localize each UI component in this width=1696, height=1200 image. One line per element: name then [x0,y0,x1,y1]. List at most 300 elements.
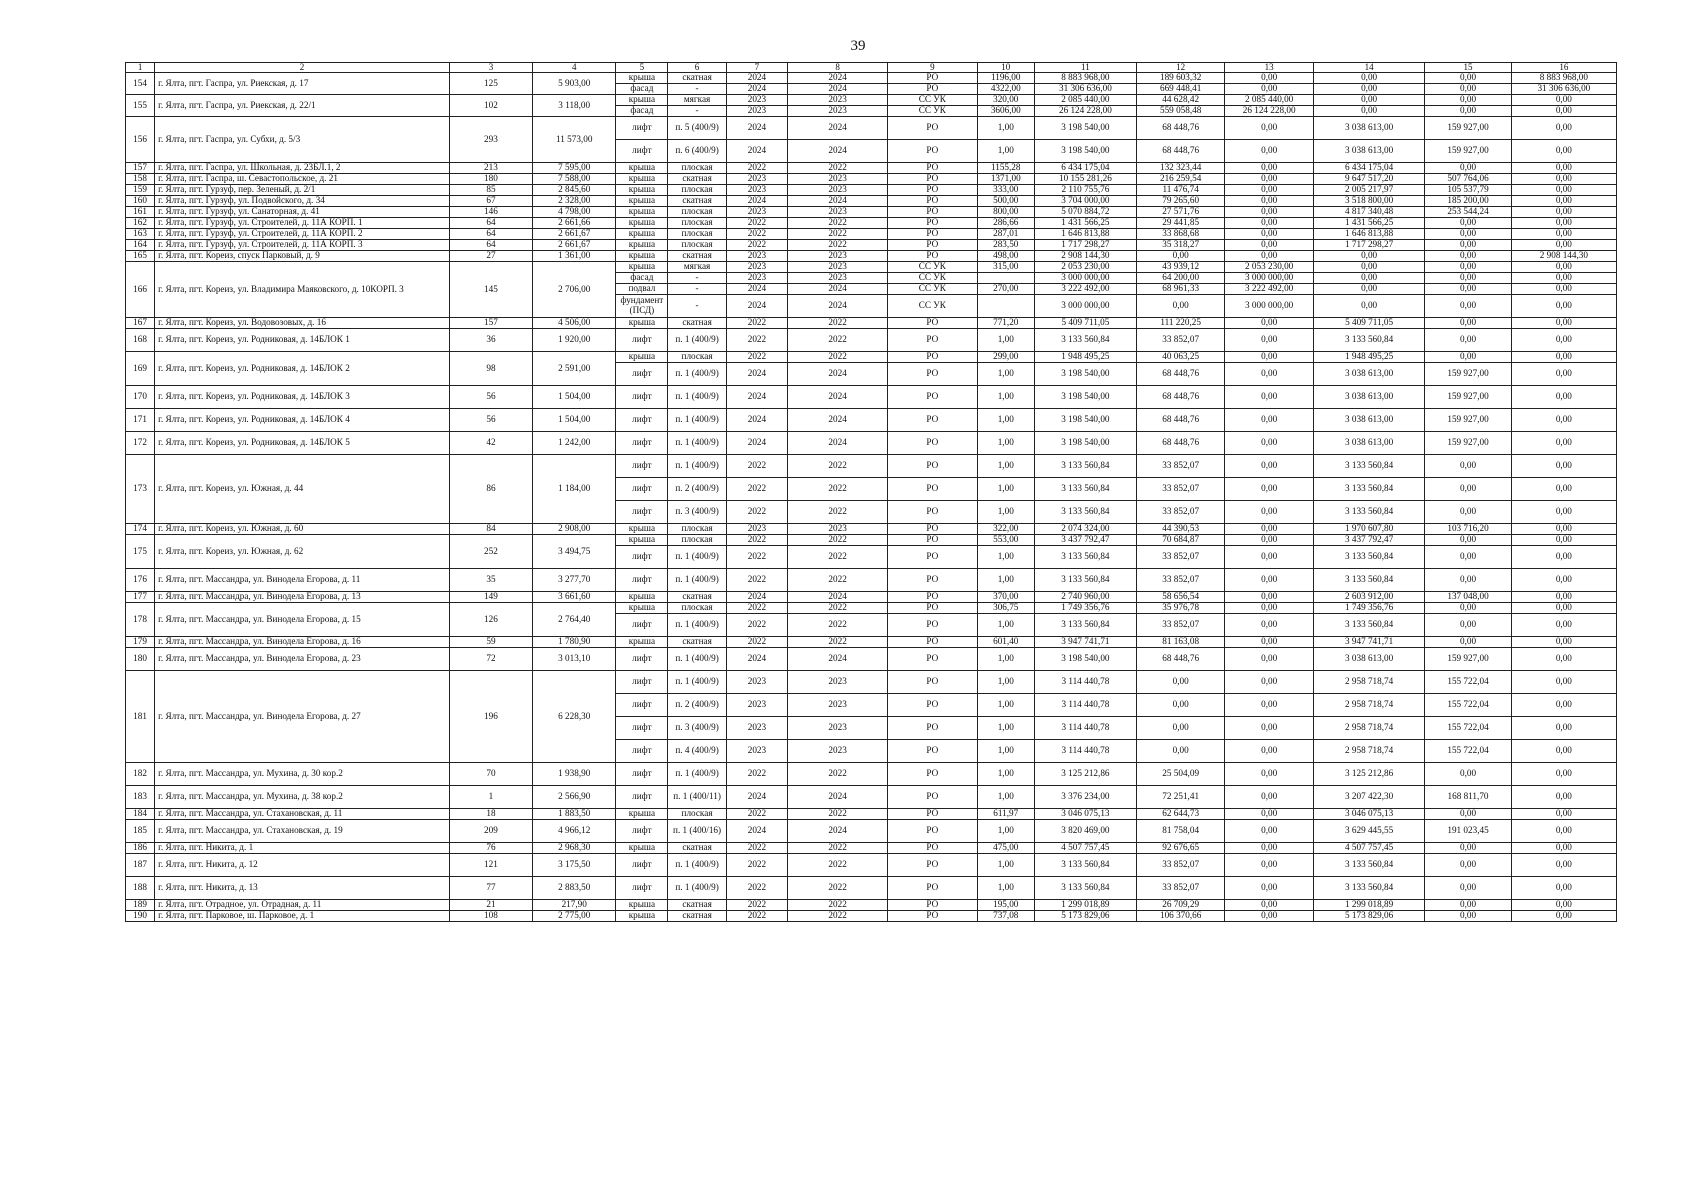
volume: 601,40 [977,637,1034,648]
work-subtype: плоская [668,185,726,196]
cell-col-16: 0,00 [1511,740,1616,763]
work-subtype: п. 1 (400/9) [668,386,726,409]
cell-col-12: 40 063,25 [1136,352,1225,363]
building-address: г. Ялта, пгт. Кореиз, ул. Родниковая, д. 14БЛОК 2 [155,352,450,386]
total-cost: 1 646 813,88 [1034,229,1136,240]
volume: 1,00 [977,140,1034,163]
fund-method: РО [888,240,978,251]
year-end: 2022 [788,900,888,911]
cell-col-3: 64 [449,218,532,229]
column-number: 12 [1136,63,1225,73]
year-start: 2022 [726,501,787,524]
table-row [126,911,1617,922]
cell-col-3: 102 [449,95,532,117]
cell-col-15: 0,00 [1425,614,1511,637]
year-end: 2024 [788,295,888,318]
year-end: 2024 [788,786,888,809]
cell-col-3: 180 [449,174,532,185]
column-number: 2 [155,63,450,73]
total-cost: 3 114 440,78 [1034,740,1136,763]
fund-method: РО [888,854,978,877]
volume: 1,00 [977,478,1034,501]
year-start: 2022 [726,603,787,614]
year-start: 2023 [726,524,787,535]
volume: 370,00 [977,592,1034,603]
work-subtype: скатная [668,318,726,329]
volume: 1196,00 [977,73,1034,84]
cell-col-13: 0,00 [1225,229,1314,240]
year-start: 2023 [726,174,787,185]
fund-method: РО [888,592,978,603]
cell-col-13: 0,00 [1225,185,1314,196]
table-row [126,786,1617,809]
cell-col-14: 2 005 217,97 [1313,185,1424,196]
year-start: 2023 [726,251,787,262]
year-end: 2023 [788,251,888,262]
work-type: крыша [616,73,668,84]
work-type: крыша [616,592,668,603]
building-address: г. Ялта, пгт. Гурзуф, пер. Зеленый, д. 2/1 [155,185,450,196]
work-type: лифт [616,363,668,386]
total-cost: 3 198 540,00 [1034,140,1136,163]
cell-col-12: 33 852,07 [1136,614,1225,637]
cell-col-15: 0,00 [1425,318,1511,329]
cell-col-13: 0,00 [1225,911,1314,922]
work-subtype: плоская [668,163,726,174]
cell-col-14: 1 299 018,89 [1313,900,1424,911]
cell-col-14: 0,00 [1313,95,1424,106]
cell-col-12: 70 684,87 [1136,535,1225,546]
cell-col-15: 185 200,00 [1425,196,1511,207]
fund-method: РО [888,117,978,140]
cell-col-12: 0,00 [1136,295,1225,318]
cell-col-13: 0,00 [1225,501,1314,524]
year-end: 2024 [788,73,888,84]
work-subtype: п. 2 (400/9) [668,478,726,501]
year-end: 2022 [788,569,888,592]
work-type: фасад [616,84,668,95]
column-number: 7 [726,63,787,73]
table-row [126,592,1617,603]
cell-col-13: 0,00 [1225,671,1314,694]
cell-col-3: 1 [449,786,532,809]
fund-method: СС УК [888,106,978,117]
fund-method: РО [888,843,978,854]
year-start: 2024 [726,73,787,84]
building-area: 4 506,00 [533,318,616,329]
work-subtype: мягкая [668,95,726,106]
cell-col-13: 2 085 440,00 [1225,95,1314,106]
cell-col-15: 0,00 [1425,251,1511,262]
year-start: 2024 [726,196,787,207]
cell-col-13: 0,00 [1225,717,1314,740]
work-type: лифт [616,140,668,163]
table-row [126,524,1617,535]
cell-col-12: 132 323,44 [1136,163,1225,174]
cell-col-15: 159 927,00 [1425,432,1511,455]
column-number-row [126,63,1617,73]
column-number: 4 [533,63,616,73]
cell-col-12: 79 265,60 [1136,196,1225,207]
fund-method: РО [888,196,978,207]
year-end: 2022 [788,546,888,569]
work-type: лифт [616,854,668,877]
table-row [126,455,1617,478]
volume: 500,00 [977,196,1034,207]
building-address: г. Ялта, пгт. Никита, д. 12 [155,854,450,877]
building-area: 2 591,00 [533,352,616,386]
cell-col-15: 155 722,04 [1425,694,1511,717]
cell-col-13: 0,00 [1225,432,1314,455]
total-cost: 3 133 560,84 [1034,877,1136,900]
total-cost: 3 198 540,00 [1034,648,1136,671]
cell-col-13: 0,00 [1225,614,1314,637]
work-subtype: - [668,106,726,117]
cell-col-16: 8 883 968,00 [1511,73,1616,84]
cell-col-16: 0,00 [1511,786,1616,809]
cell-col-12: 68 448,76 [1136,409,1225,432]
year-start: 2023 [726,106,787,117]
cell-col-3: 77 [449,877,532,900]
building-area: 2 845,60 [533,185,616,196]
cell-col-15: 0,00 [1425,163,1511,174]
cell-col-15: 0,00 [1425,763,1511,786]
page-number: 39 [850,38,866,54]
cell-col-14: 0,00 [1313,251,1424,262]
cell-col-15: 191 023,45 [1425,820,1511,843]
fund-method: РО [888,911,978,922]
cell-col-13: 0,00 [1225,786,1314,809]
year-start: 2024 [726,386,787,409]
total-cost: 3 376 234,00 [1034,786,1136,809]
building-address: г. Ялта, пгт. Массандра, ул. Стахановская, д. 11 [155,809,450,820]
volume: 306,75 [977,603,1034,614]
cell-col-13: 2 053 230,00 [1225,262,1314,273]
cell-col-14: 5 173 829,06 [1313,911,1424,922]
year-end: 2022 [788,843,888,854]
work-subtype: п. 6 (400/9) [668,140,726,163]
cell-col-3: 70 [449,763,532,786]
year-start: 2022 [726,569,787,592]
year-end: 2022 [788,535,888,546]
cell-col-14: 1 948 495,25 [1313,352,1424,363]
year-end: 2022 [788,877,888,900]
row-number: 190 [126,911,155,922]
building-address: г. Ялта, пгт. Гаспра, ул. Риекская, д. 22/1 [155,95,450,117]
year-end: 2022 [788,478,888,501]
building-address: г. Ялта, пгт. Никита, д. 1 [155,843,450,854]
year-start: 2023 [726,740,787,763]
row-number: 177 [126,592,155,603]
cell-col-15: 0,00 [1425,501,1511,524]
fund-method: РО [888,786,978,809]
cell-col-12: 33 852,07 [1136,501,1225,524]
cell-col-12: 0,00 [1136,251,1225,262]
cell-col-14: 3 133 560,84 [1313,877,1424,900]
cell-col-3: 293 [449,117,532,163]
work-subtype: мягкая [668,262,726,273]
cell-col-16: 0,00 [1511,262,1616,273]
row-number: 166 [126,262,155,318]
cell-col-14: 3 038 613,00 [1313,363,1424,386]
year-start: 2024 [726,117,787,140]
work-type: крыша [616,900,668,911]
total-cost: 26 124 228,00 [1034,106,1136,117]
cell-col-3: 67 [449,196,532,207]
work-subtype: плоская [668,240,726,251]
cell-col-14: 9 647 517,20 [1313,174,1424,185]
work-type: лифт [616,329,668,352]
cell-col-16: 0,00 [1511,614,1616,637]
year-end: 2022 [788,911,888,922]
cell-col-14: 3 133 560,84 [1313,455,1424,478]
cell-col-16: 0,00 [1511,535,1616,546]
year-end: 2024 [788,432,888,455]
total-cost: 2 740 960,00 [1034,592,1136,603]
cell-col-15: 0,00 [1425,637,1511,648]
table-row [126,163,1617,174]
year-start: 2022 [726,352,787,363]
year-end: 2024 [788,820,888,843]
cell-col-12: 92 676,65 [1136,843,1225,854]
building-area: 2 908,00 [533,524,616,535]
cell-col-14: 3 629 445,55 [1313,820,1424,843]
table-row [126,95,1617,106]
work-type: крыша [616,185,668,196]
year-start: 2024 [726,648,787,671]
cell-col-16: 0,00 [1511,95,1616,106]
year-start: 2022 [726,809,787,820]
cell-col-14: 1 646 813,88 [1313,229,1424,240]
year-start: 2022 [726,900,787,911]
fund-method: РО [888,478,978,501]
building-area: 7 595,00 [533,163,616,174]
fund-method: РО [888,717,978,740]
table-row [126,240,1617,251]
work-type: лифт [616,117,668,140]
building-address: г. Ялта, пгт. Кореиз, ул. Южная, д. 44 [155,455,450,524]
building-area: 3 661,60 [533,592,616,603]
work-type: лифт [616,409,668,432]
row-number: 183 [126,786,155,809]
building-address: г. Ялта, пгт. Гурзуф, ул. Санаторная, д. 41 [155,207,450,218]
table-row [126,318,1617,329]
year-start: 2022 [726,163,787,174]
year-end: 2024 [788,140,888,163]
fund-method: РО [888,73,978,84]
year-end: 2022 [788,854,888,877]
volume: 1,00 [977,432,1034,455]
year-end: 2024 [788,284,888,295]
cell-col-3: 149 [449,592,532,603]
work-subtype: плоская [668,229,726,240]
building-address: г. Ялта, пгт. Гаспра, ул. Субхи, д. 5/3 [155,117,450,163]
building-area: 1 780,90 [533,637,616,648]
building-address: г. Ялта, пгт. Массандра, ул. Винодела Егорова, д. 23 [155,648,450,671]
building-address: г. Ялта, пгт. Гаспра, ул. Школьная, д. 23БЛ.1, 2 [155,163,450,174]
cell-col-12: 33 852,07 [1136,546,1225,569]
cell-col-16: 0,00 [1511,295,1616,318]
table-row [126,432,1617,455]
cell-col-15: 0,00 [1425,352,1511,363]
building-area: 4 966,12 [533,820,616,843]
work-type: лифт [616,763,668,786]
year-start: 2023 [726,694,787,717]
cell-col-3: 213 [449,163,532,174]
cell-col-16: 0,00 [1511,106,1616,117]
year-start: 2022 [726,637,787,648]
cell-col-12: 216 259,54 [1136,174,1225,185]
work-subtype: плоская [668,352,726,363]
table-row [126,329,1617,352]
cell-col-13: 0,00 [1225,352,1314,363]
row-number: 167 [126,318,155,329]
cell-col-15: 507 764,06 [1425,174,1511,185]
work-type: крыша [616,262,668,273]
cell-col-14: 0,00 [1313,262,1424,273]
row-number: 178 [126,603,155,637]
cell-col-13: 3 222 492,00 [1225,284,1314,295]
year-start: 2024 [726,592,787,603]
building-address: г. Ялта, пгт. Массандра, ул. Винодела Егорова, д. 13 [155,592,450,603]
cell-col-12: 68 448,76 [1136,363,1225,386]
volume: 475,00 [977,843,1034,854]
volume: 283,50 [977,240,1034,251]
total-cost: 1 749 356,76 [1034,603,1136,614]
cell-col-12: 44 390,53 [1136,524,1225,535]
total-cost: 4 507 757,45 [1034,843,1136,854]
volume [977,273,1034,284]
work-subtype: скатная [668,843,726,854]
cell-col-13: 0,00 [1225,455,1314,478]
cell-col-14: 3 133 560,84 [1313,478,1424,501]
volume: 1,00 [977,455,1034,478]
work-subtype: плоская [668,218,726,229]
cell-col-12: 106 370,66 [1136,911,1225,922]
row-number: 164 [126,240,155,251]
volume [977,295,1034,318]
cell-col-3: 209 [449,820,532,843]
cell-col-13: 0,00 [1225,843,1314,854]
cell-col-13: 0,00 [1225,694,1314,717]
cell-col-14: 3 038 613,00 [1313,117,1424,140]
work-type: лифт [616,455,668,478]
total-cost: 3 133 560,84 [1034,614,1136,637]
cell-col-16: 0,00 [1511,273,1616,284]
volume: 1,00 [977,117,1034,140]
cell-col-14: 0,00 [1313,273,1424,284]
cell-col-16: 0,00 [1511,546,1616,569]
fund-method: СС УК [888,284,978,295]
work-type: лифт [616,614,668,637]
total-cost: 3 198 540,00 [1034,363,1136,386]
cell-col-13: 0,00 [1225,117,1314,140]
cell-col-13: 26 124 228,00 [1225,106,1314,117]
cell-col-3: 21 [449,900,532,911]
work-subtype: п. 1 (400/9) [668,854,726,877]
volume: 1,00 [977,671,1034,694]
volume: 1,00 [977,409,1034,432]
work-type: крыша [616,637,668,648]
cell-col-14: 3 038 613,00 [1313,648,1424,671]
row-number: 158 [126,174,155,185]
table-row [126,207,1617,218]
building-area: 1 920,00 [533,329,616,352]
total-cost: 3 133 560,84 [1034,478,1136,501]
row-number: 175 [126,535,155,569]
building-area: 1 504,00 [533,386,616,409]
cell-col-12: 81 163,08 [1136,637,1225,648]
fund-method: РО [888,809,978,820]
cell-col-14: 2 958 718,74 [1313,717,1424,740]
cell-col-3: 196 [449,671,532,763]
volume: 800,00 [977,207,1034,218]
row-number: 161 [126,207,155,218]
year-end: 2022 [788,229,888,240]
cell-col-14: 0,00 [1313,284,1424,295]
year-end: 2023 [788,106,888,117]
cell-col-12: 68 448,76 [1136,117,1225,140]
cell-col-3: 18 [449,809,532,820]
cell-col-15: 0,00 [1425,911,1511,922]
row-number: 160 [126,196,155,207]
cell-col-12: 33 852,07 [1136,877,1225,900]
cell-col-13: 0,00 [1225,524,1314,535]
row-number: 168 [126,329,155,352]
cell-col-16: 0,00 [1511,229,1616,240]
column-number: 6 [668,63,726,73]
fund-method: РО [888,140,978,163]
total-cost: 8 883 968,00 [1034,73,1136,84]
fund-method: РО [888,569,978,592]
building-address: г. Ялта, пгт. Кореиз, ул. Южная, д. 60 [155,524,450,535]
building-area: 7 588,00 [533,174,616,185]
cell-col-12: 62 644,73 [1136,809,1225,820]
year-end: 2023 [788,273,888,284]
building-area: 3 494,75 [533,535,616,569]
work-type: крыша [616,524,668,535]
work-subtype: скатная [668,251,726,262]
row-number: 171 [126,409,155,432]
cell-col-14: 1 970 607,80 [1313,524,1424,535]
building-address: г. Ялта, пгт. Кореиз, ул. Водовозовых, д. 16 [155,318,450,329]
row-number: 169 [126,352,155,386]
cell-col-3: 125 [449,73,532,95]
volume: 1,00 [977,877,1034,900]
year-start: 2022 [726,478,787,501]
work-subtype: - [668,295,726,318]
cell-col-16: 2 908 144,30 [1511,251,1616,262]
volume: 1,00 [977,614,1034,637]
work-subtype: п. 1 (400/9) [668,614,726,637]
cell-col-3: 27 [449,251,532,262]
cell-col-15: 0,00 [1425,262,1511,273]
cell-col-16: 0,00 [1511,386,1616,409]
table-row [126,352,1617,363]
total-cost: 3 133 560,84 [1034,501,1136,524]
cell-col-13: 0,00 [1225,218,1314,229]
row-number: 156 [126,117,155,163]
year-end: 2023 [788,262,888,273]
building-area: 2 328,00 [533,196,616,207]
work-subtype: п. 1 (400/9) [668,329,726,352]
fund-method: РО [888,648,978,671]
cell-col-15: 159 927,00 [1425,363,1511,386]
volume: 1,00 [977,569,1034,592]
row-number: 172 [126,432,155,455]
work-subtype: п. 2 (400/9) [668,694,726,717]
table-row [126,603,1617,614]
